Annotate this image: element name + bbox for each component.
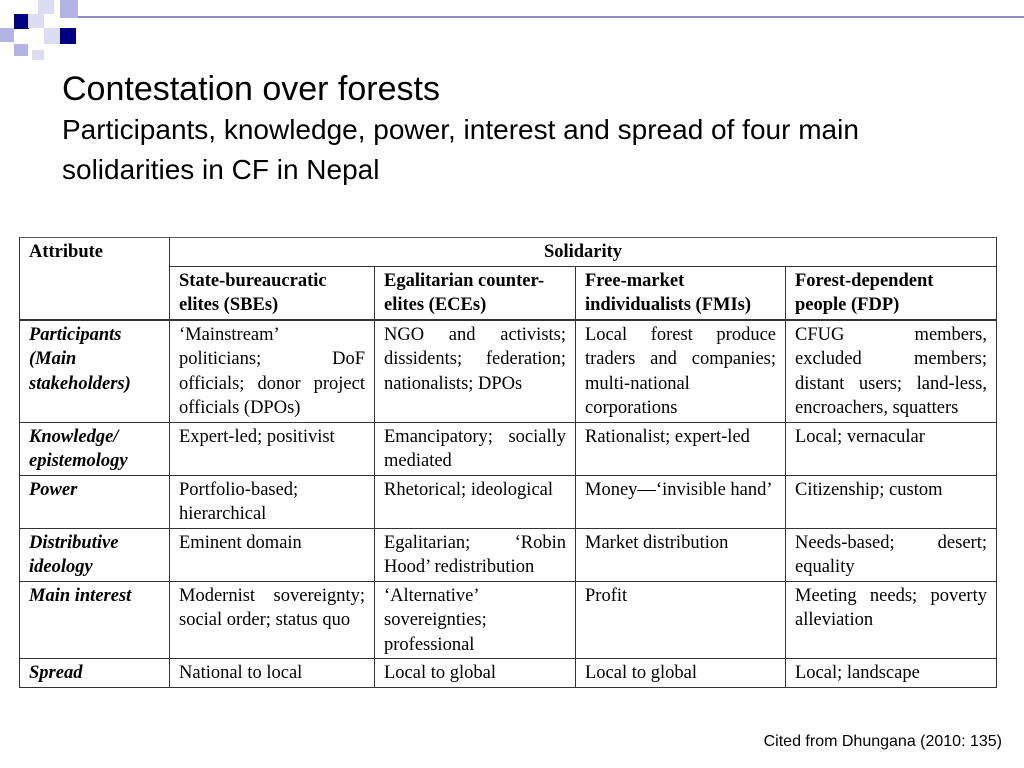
table-cell: Eminent domain — [170, 528, 375, 581]
corner-square-navy — [60, 28, 76, 44]
table-row — [20, 422, 997, 475]
citation: Cited from Dhungana (2010: 135) — [763, 733, 1002, 750]
table-cell: Meeting needs; poverty alleviation — [786, 581, 997, 659]
column-header-fdp: Forest-dependent people (FDP) — [786, 266, 997, 320]
corner-square-pale — [28, 14, 44, 28]
table-cell: Rationalist; expert-led — [576, 422, 786, 475]
table-cell: Portfolio-based; hierarchical — [170, 475, 375, 528]
slide-title: Contestation over forests — [62, 70, 440, 108]
table-row — [20, 475, 997, 528]
row-attribute: Power — [20, 475, 170, 528]
table-cell: Local; landscape — [786, 659, 997, 688]
table-cell: Local forest produce traders and companies; multi-national corporations — [576, 320, 786, 423]
row-attribute: Main interest — [20, 581, 170, 659]
table-cell: Money—‘invisible hand’ — [576, 475, 786, 528]
corner-square-lavender — [14, 44, 28, 56]
column-header-sbe: State-bureaucratic elites (SBEs) — [170, 266, 375, 320]
solidarity-table-wrapper — [19, 237, 996, 688]
row-attribute: Participants (Main stakeholders) — [20, 320, 170, 423]
table-cell: ‘Mainstream’ politicians; DoF officials; donor project officials (DPOs) — [170, 320, 375, 423]
attribute-header: Attribute — [20, 238, 170, 320]
table-row — [20, 320, 997, 423]
corner-square-navy — [14, 14, 29, 29]
table-cell: National to local — [170, 659, 375, 688]
table-cell: CFUG members, excluded members; distant users; land-less, encroachers, squatters — [786, 320, 997, 423]
table-cell: Expert-led; positivist — [170, 422, 375, 475]
title-block — [62, 68, 984, 190]
row-attribute: Spread — [20, 659, 170, 688]
row-attribute: Distributive ideology — [20, 528, 170, 581]
table-cell: Market distribution — [576, 528, 786, 581]
corner-square-lavender — [0, 28, 14, 42]
table-cell: Rhetorical; ideological — [375, 475, 576, 528]
table-cell: Local to global — [375, 659, 576, 688]
table-cell: Local; vernacular — [786, 422, 997, 475]
slide-subtitle: Participants, knowledge, power, interest and spread of four main solidarities in CF in Nepal — [62, 114, 859, 185]
corner-square-pale — [38, 0, 54, 14]
solidarity-header: Solidarity — [170, 238, 997, 267]
corner-square-pale — [44, 28, 60, 44]
corner-square-pale — [32, 50, 44, 60]
column-header-ece: Egalitarian counter-elites (ECEs) — [375, 266, 576, 320]
table-cell: Needs-based; desert; equality — [786, 528, 997, 581]
header-rule — [78, 16, 1024, 18]
table-row — [20, 659, 997, 688]
table-cell: Profit — [576, 581, 786, 659]
table-cell: Egalitarian; ‘Robin Hood’ redistribution — [375, 528, 576, 581]
solidarity-table — [19, 237, 997, 688]
table-row — [20, 581, 997, 659]
table-cell: Modernist sovereignty; social order; status quo — [170, 581, 375, 659]
row-attribute: Knowledge/ epistemology — [20, 422, 170, 475]
table-cell: NGO and activists; dissidents; federation; nationalists; DPOs — [375, 320, 576, 423]
column-header-fmi: Free-market individualists (FMIs) — [576, 266, 786, 320]
corner-square-lavender — [60, 0, 78, 18]
table-header-row — [20, 238, 997, 267]
table-cell: Citizenship; custom — [786, 475, 997, 528]
table-cell: ‘Alternative’ sovereignties; professional — [375, 581, 576, 659]
table-cell: Emancipatory; socially mediated — [375, 422, 576, 475]
table-row — [20, 528, 997, 581]
table-cell: Local to global — [576, 659, 786, 688]
